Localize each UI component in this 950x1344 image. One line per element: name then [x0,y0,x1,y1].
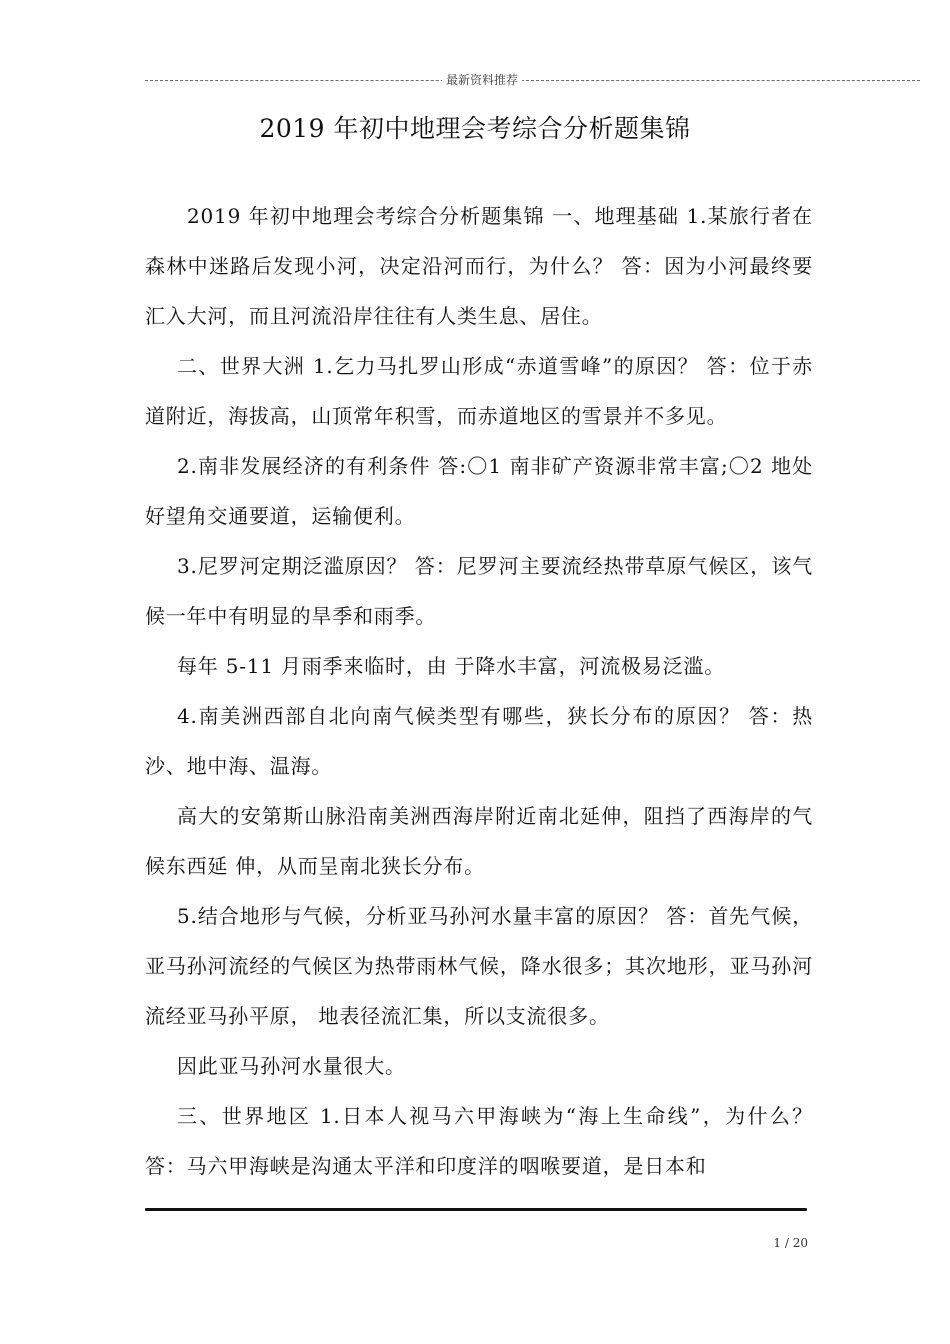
paragraph: 高大的安第斯山脉沿南美洲西海岸附近南北延伸，阻挡了西海岸的气候东西延 伸，从而呈南北狭长分布。 [145,804,813,878]
footer-rule [145,1208,807,1211]
paragraph: 因此亚马孙河水量很大。 [177,1054,406,1078]
document-body [145,191,813,1191]
page-number: 1 / 20 [773,1236,808,1250]
paragraph: 3.尼罗河定期泛滥原因？ 答：尼罗河主要流经热带草原气候区，该气候一年中有明显的旱季和雨季。 [145,554,813,628]
paragraph: 每年 5-11 月雨季来临时，由 于降水丰富，河流极易泛滥。 [177,654,726,678]
paragraph: 4.南美洲西部自北向南气候类型有哪些，狭长分布的原因？ 答：热沙、地中海、温海。 [145,704,813,778]
paragraph: 三、世界地区 1.日本人视马六甲海峡为“海上生命线”，为什么？ 答：马六甲海峡是沟通太平洋和印度洋的咽喉要道，是日本和 [145,1104,813,1178]
paragraph: 5.结合地形与气候，分析亚马孙河水量丰富的原因？ 答：首先气候，亚马孙河流经的气候区为热带雨林气候，降水很多；其次地形，亚马孙河流经亚马孙平原， 地表径流汇集，所以支流很多。 [145,904,813,1028]
header-dashed-rule [145,80,920,81]
paragraph: 二、世界大洲 1.乞力马扎罗山形成“赤道雪峰”的原因？ 答：位于赤道附近，海拔高，山顶常年积雪，而赤道地区的雪景并不多见。 [145,354,813,428]
paragraph: 2019 年初中地理会考综合分析题集锦 一、地理基础 1.某旅行者在森林中迷路后发现小河，决定沿河而行，为什么？ 答：因为小河最终要汇入大河，而且河流沿岸往往有人类生息、居住。 [145,204,813,328]
header-label: 最新资料推荐 [442,72,522,88]
document-title: 2019 年初中地理会考综合分析题集锦 [259,114,691,143]
paragraph: 2.南非发展经济的有利条件 答:〇1 南非矿产资源非常丰富;〇2 地处好望角交通要道，运输便利。 [145,454,813,528]
